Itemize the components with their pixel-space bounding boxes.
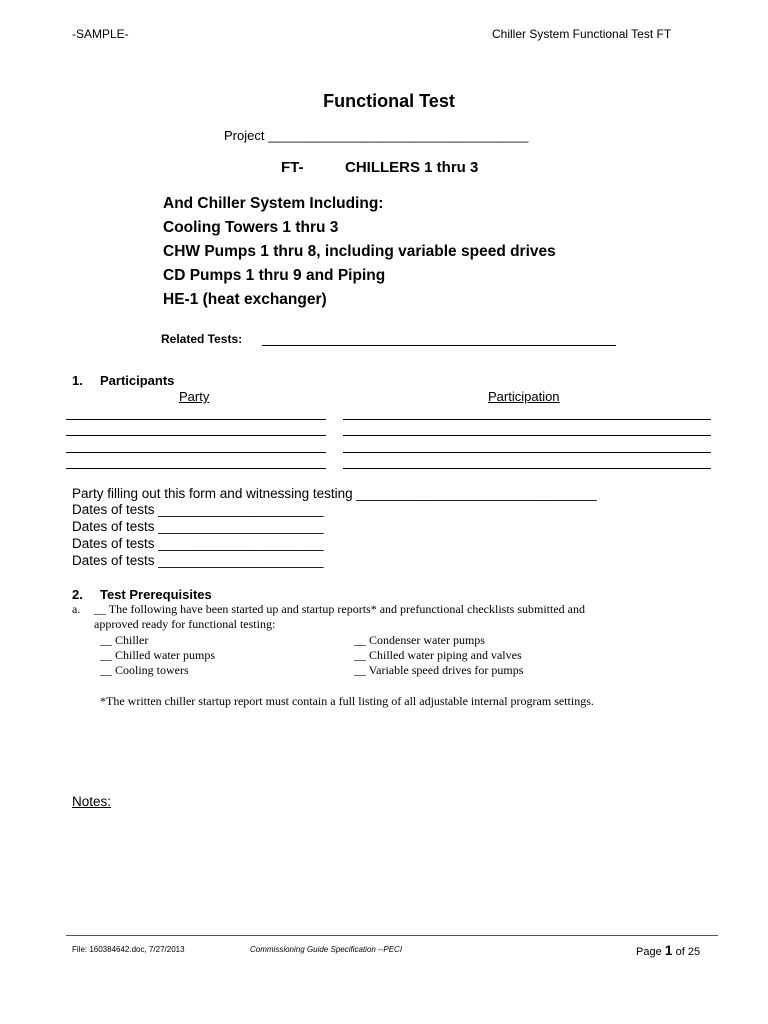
page-current: 1: [664, 942, 673, 958]
system-line: CHW Pumps 1 thru 8, including variable speed drives: [163, 243, 556, 260]
related-tests-blank[interactable]: [262, 345, 616, 346]
party-blank[interactable]: [66, 435, 326, 436]
project-field: Project ____________________________________: [224, 128, 529, 143]
checklist-item[interactable]: __ Variable speed drives for pumps: [354, 663, 524, 677]
system-line: HE-1 (heat exchanger): [163, 291, 327, 308]
ft-name: CHILLERS 1 thru 3: [345, 159, 479, 176]
footnote: *The written chiller startup report must contain a full listing of all adjustable internal program settings.: [100, 694, 594, 708]
notes-label: Notes:: [72, 794, 112, 809]
dates-field: Dates of tests ______________________: [72, 553, 324, 568]
column-header-party: Party: [179, 389, 210, 404]
checklist-item[interactable]: __ Cooling towers: [100, 663, 189, 677]
system-line: Cooling Towers 1 thru 3: [163, 219, 339, 236]
section-heading: Participants: [100, 373, 175, 388]
participation-blank[interactable]: [343, 468, 711, 469]
related-tests-label: Related Tests:: [161, 332, 243, 346]
section-heading: Test Prerequisites: [100, 587, 212, 602]
party-blank[interactable]: [66, 452, 326, 453]
party-blank[interactable]: [66, 468, 326, 469]
participation-blank[interactable]: [343, 435, 711, 436]
system-line: CD Pumps 1 thru 9 and Piping: [163, 267, 386, 284]
prereq-text: approved ready for functional testing:: [94, 617, 276, 631]
participation-blank[interactable]: [343, 452, 711, 453]
checklist-item[interactable]: __ Chilled water pumps: [100, 648, 215, 662]
page-total: of 25: [675, 946, 701, 958]
section-number: 2.: [72, 587, 83, 602]
ft-code: FT-: [281, 159, 304, 176]
dates-field: Dates of tests ______________________: [72, 502, 324, 517]
header-sample-label: -SAMPLE-: [72, 27, 129, 41]
witness-field: Party filling out this form and witnessing testing ________________________________: [72, 486, 597, 501]
participation-blank[interactable]: [343, 419, 711, 420]
page-title: Functional Test: [323, 91, 455, 111]
system-line: And Chiller System Including:: [163, 195, 384, 212]
section-number: 1.: [72, 373, 83, 388]
checklist-item[interactable]: __ Condenser water pumps: [354, 633, 485, 647]
item-letter: a.: [72, 602, 81, 616]
dates-field: Dates of tests ______________________: [72, 519, 324, 534]
column-header-participation: Participation: [488, 389, 560, 404]
header-doc-title: Chiller System Functional Test FT: [492, 27, 672, 41]
checklist-item[interactable]: __ Chilled water piping and valves: [354, 648, 522, 662]
party-blank[interactable]: [66, 419, 326, 420]
footer-divider: [66, 935, 718, 936]
footer-file: File: 160384642.doc, 7/27/2013: [72, 945, 185, 954]
footer-spec: Commissioning Guide Specification --PECI: [250, 945, 403, 954]
prereq-text: __ The following have been started up and startup reports* and prefunctional checklists submitted and: [94, 602, 585, 616]
dates-field: Dates of tests ______________________: [72, 536, 324, 551]
page-number: [636, 942, 700, 958]
checklist-item[interactable]: __ Chiller: [100, 633, 149, 647]
page-prefix: Page: [636, 946, 662, 958]
